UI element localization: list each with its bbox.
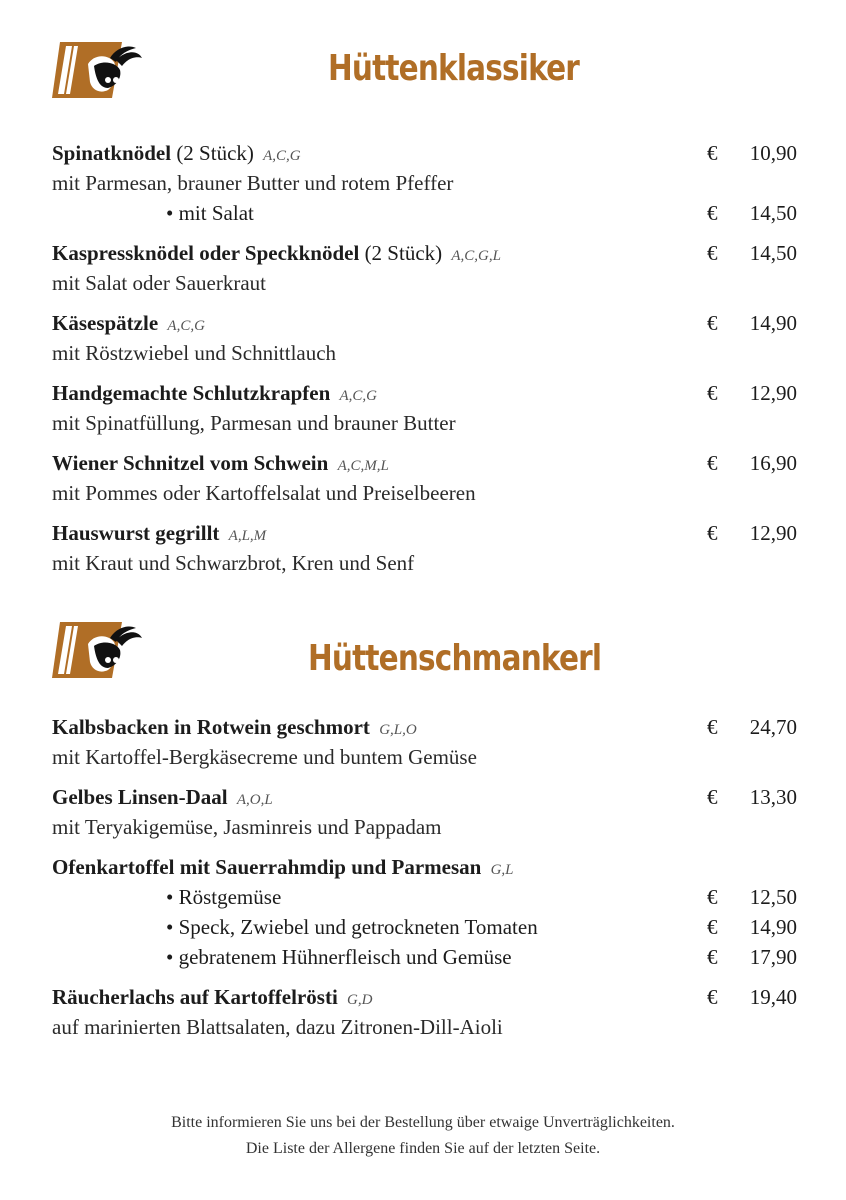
price-value: 12,90 — [749, 381, 797, 405]
item-description: mit Parmesan, brauner Butter und rotem Pfeffer — [52, 171, 454, 195]
item-description: mit Teryakigemüse, Jasminreis und Pappadam — [52, 815, 442, 839]
menu-item — [52, 782, 797, 842]
item-option — [52, 882, 797, 912]
option-price — [707, 942, 797, 972]
menu-item — [52, 448, 797, 508]
menu-item — [52, 238, 797, 298]
item-allergens: A,C,G — [167, 318, 205, 334]
currency: € — [707, 885, 718, 909]
currency: € — [707, 201, 718, 225]
menu-list-schmankerl — [52, 712, 797, 1042]
item-price — [707, 518, 797, 548]
item-name: Käsespätzle — [52, 311, 159, 335]
option-label: • mit Salat — [166, 201, 254, 225]
menu-item — [52, 982, 797, 1042]
menu-item — [52, 712, 797, 772]
footer-line-2: Die Liste der Allergene finden Sie auf der letzten Seite. — [245, 1140, 601, 1157]
item-option — [52, 912, 797, 942]
price-value: 17,90 — [749, 945, 797, 969]
currency: € — [707, 141, 718, 165]
item-allergens: A,L,M — [228, 528, 267, 544]
item-name: Handgemachte Schlutzkrapfen — [52, 381, 331, 405]
currency: € — [707, 241, 718, 265]
menu-item — [52, 852, 797, 972]
item-description: mit Kraut und Schwarzbrot, Kren und Senf — [52, 551, 415, 575]
item-name: Hauswurst gegrillt — [52, 521, 220, 545]
price-value: 19,40 — [749, 985, 797, 1009]
item-quantity: (2 Stück) — [364, 241, 443, 265]
option-price — [707, 882, 797, 912]
item-name: Kalbsbacken in Rotwein geschmort — [52, 715, 370, 739]
price-value: 24,70 — [749, 715, 797, 739]
item-description: mit Spinatfüllung, Parmesan und brauner Butter — [52, 411, 456, 435]
item-allergens: A,C,G — [339, 388, 377, 404]
item-description: mit Kartoffel-Bergkäsecreme und buntem Gemüse — [52, 745, 477, 769]
price-value: 13,30 — [749, 785, 797, 809]
item-quantity: (2 Stück) — [176, 141, 254, 165]
price-value: 12,50 — [749, 885, 797, 909]
item-description: auf marinierten Blattsalaten, dazu Zitronen-Dill-Aioli — [52, 1015, 503, 1039]
item-price — [707, 982, 797, 1012]
option-label: • Speck, Zwiebel und getrockneten Tomaten — [166, 915, 538, 939]
price-value: 14,50 — [749, 241, 797, 265]
section-title: Hüttenschmankerl — [308, 638, 602, 679]
section-header-schmankerl — [0, 620, 846, 690]
price-value: 14,90 — [749, 915, 797, 939]
item-allergens: G,L — [490, 862, 514, 878]
item-allergens: A,C,M,L — [337, 458, 389, 474]
item-allergens: G,L,O — [379, 722, 417, 738]
menu-item — [52, 378, 797, 438]
currency: € — [707, 311, 718, 335]
item-price — [707, 138, 797, 168]
item-description: mit Pommes oder Kartoffelsalat und Preiselbeeren — [52, 481, 476, 505]
item-name: Wiener Schnitzel vom Schwein — [52, 451, 329, 475]
item-name: Ofenkartoffel mit Sauerrahmdip und Parmesan — [52, 855, 482, 879]
currency: € — [707, 985, 718, 1009]
item-option — [52, 942, 797, 972]
item-option — [52, 198, 797, 228]
price-value: 14,90 — [749, 311, 797, 335]
option-label: • gebratenem Hühnerfleisch und Gemüse — [166, 945, 512, 969]
item-allergens: A,C,G,L — [451, 248, 501, 264]
item-price — [707, 712, 797, 742]
price-value: 14,50 — [749, 201, 797, 225]
item-allergens: A,O,L — [236, 792, 273, 808]
allergen-notice — [0, 1110, 846, 1162]
currency: € — [707, 521, 718, 545]
option-price — [707, 912, 797, 942]
item-allergens: A,C,G — [263, 148, 301, 164]
currency: € — [707, 451, 718, 475]
item-name: Gelbes Linsen-Daal — [52, 785, 228, 809]
item-price — [707, 448, 797, 478]
bull-logo-icon — [50, 620, 145, 680]
option-label: • Röstgemüse — [166, 885, 282, 909]
item-description: mit Salat oder Sauerkraut — [52, 271, 267, 295]
menu-item — [52, 308, 797, 368]
item-price — [707, 308, 797, 338]
menu-list-klassiker — [52, 138, 797, 578]
price-value: 12,90 — [749, 521, 797, 545]
item-description: mit Röstzwiebel und Schnittlauch — [52, 341, 337, 365]
item-price — [707, 238, 797, 268]
item-name: Spinatknödel — [52, 141, 172, 165]
option-price — [707, 198, 797, 228]
menu-item — [52, 518, 797, 578]
item-price — [707, 782, 797, 812]
item-allergens: G,D — [347, 992, 373, 1008]
currency: € — [707, 945, 718, 969]
currency: € — [707, 915, 718, 939]
footer-line-1: Bitte informieren Sie uns bei der Bestellung über etwaige Unverträglichkeiten. — [171, 1114, 675, 1131]
menu-item — [52, 138, 797, 228]
currency: € — [707, 785, 718, 809]
price-value: 10,90 — [749, 141, 797, 165]
section-title: Hüttenklassiker — [328, 48, 580, 89]
item-name: Räucherlachs auf Kartoffelrösti — [52, 985, 338, 1009]
item-name: Kaspressknödel oder Speckknödel — [52, 241, 360, 265]
item-price — [707, 378, 797, 408]
price-value: 16,90 — [749, 451, 797, 475]
section-header-klassiker — [0, 40, 846, 110]
currency: € — [707, 381, 718, 405]
currency: € — [707, 715, 718, 739]
bull-logo-icon — [50, 40, 145, 100]
